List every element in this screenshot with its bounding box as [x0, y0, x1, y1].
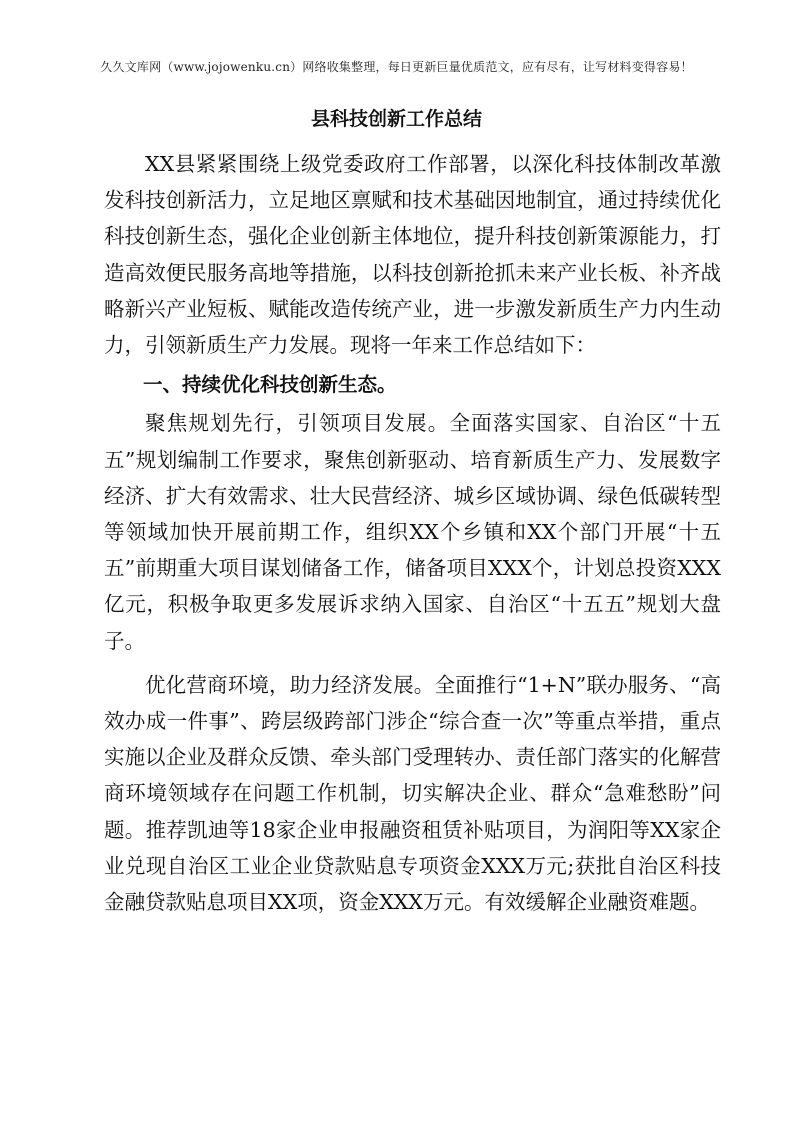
- document-body: [104, 146, 721, 920]
- section-heading: 一、持续优化科技创新生态。: [143, 373, 397, 397]
- header-note: 久久文库网（www.jojowenku.cn）网络收集整理，每日更新巨量优质范文，应有尽有，让写材料变得容易！: [100, 60, 693, 74]
- body-paragraph: 优化营商环境，助力经济发展。全面推行“1+N”联办服务、“高效办成一件事”、跨层级跨部门涉企“综合查一次”等重点举措，重点实施以企业及群众反馈、牵头部门受理转办、责任部门落实的化解营商环境领域存在问题工作机制，切实解决企业、群众“急难愁盼”问题。推荐凯迪等18家企业申报融资租赁补贴项目，为润阳等XX家企业兑现自治区工业企业贷款贴息专项资金XXX万元;获批自治区科技金融贷款贴息项目XX项，资金XXX万元。有效缓解企业融资难题。: [104, 672, 721, 915]
- document-title: 县科技创新工作总结: [310, 108, 482, 130]
- body-paragraph: 聚焦规划先行，引领项目发展。全面落实国家、自治区“十五五”规划编制工作要求，聚焦创新驱动、培育新质生产力、发展数字经济、扩大有效需求、壮大民营经济、城乡区域协调、绿色低碳转型等领域加快开展前期工作，组织XX个乡镇和XX个部门开展“十五五”前期重大项目谋划储备工作，储备项目XXX个，计划总投资XXX亿元，积极争取更多发展诉求纳入国家、自治区“十五五”规划大盘子。: [104, 411, 721, 653]
- intro-paragraph: XX县紧紧围绕上级党委政府工作部署，以深化科技体制改革激发科技创新活力，立足地区禀赋和技术基础因地制宜，通过持续优化科技创新生态，强化企业创新主体地位，提升科技创新策源能力，打造高效便民服务高地等措施，以科技创新抢抓未来产业长板、补齐战略新兴产业短板、赋能改造传统产业，进一步激发新质生产力内生动力，引领新质生产力发展。现将一年来工作总结如下：: [104, 152, 721, 358]
